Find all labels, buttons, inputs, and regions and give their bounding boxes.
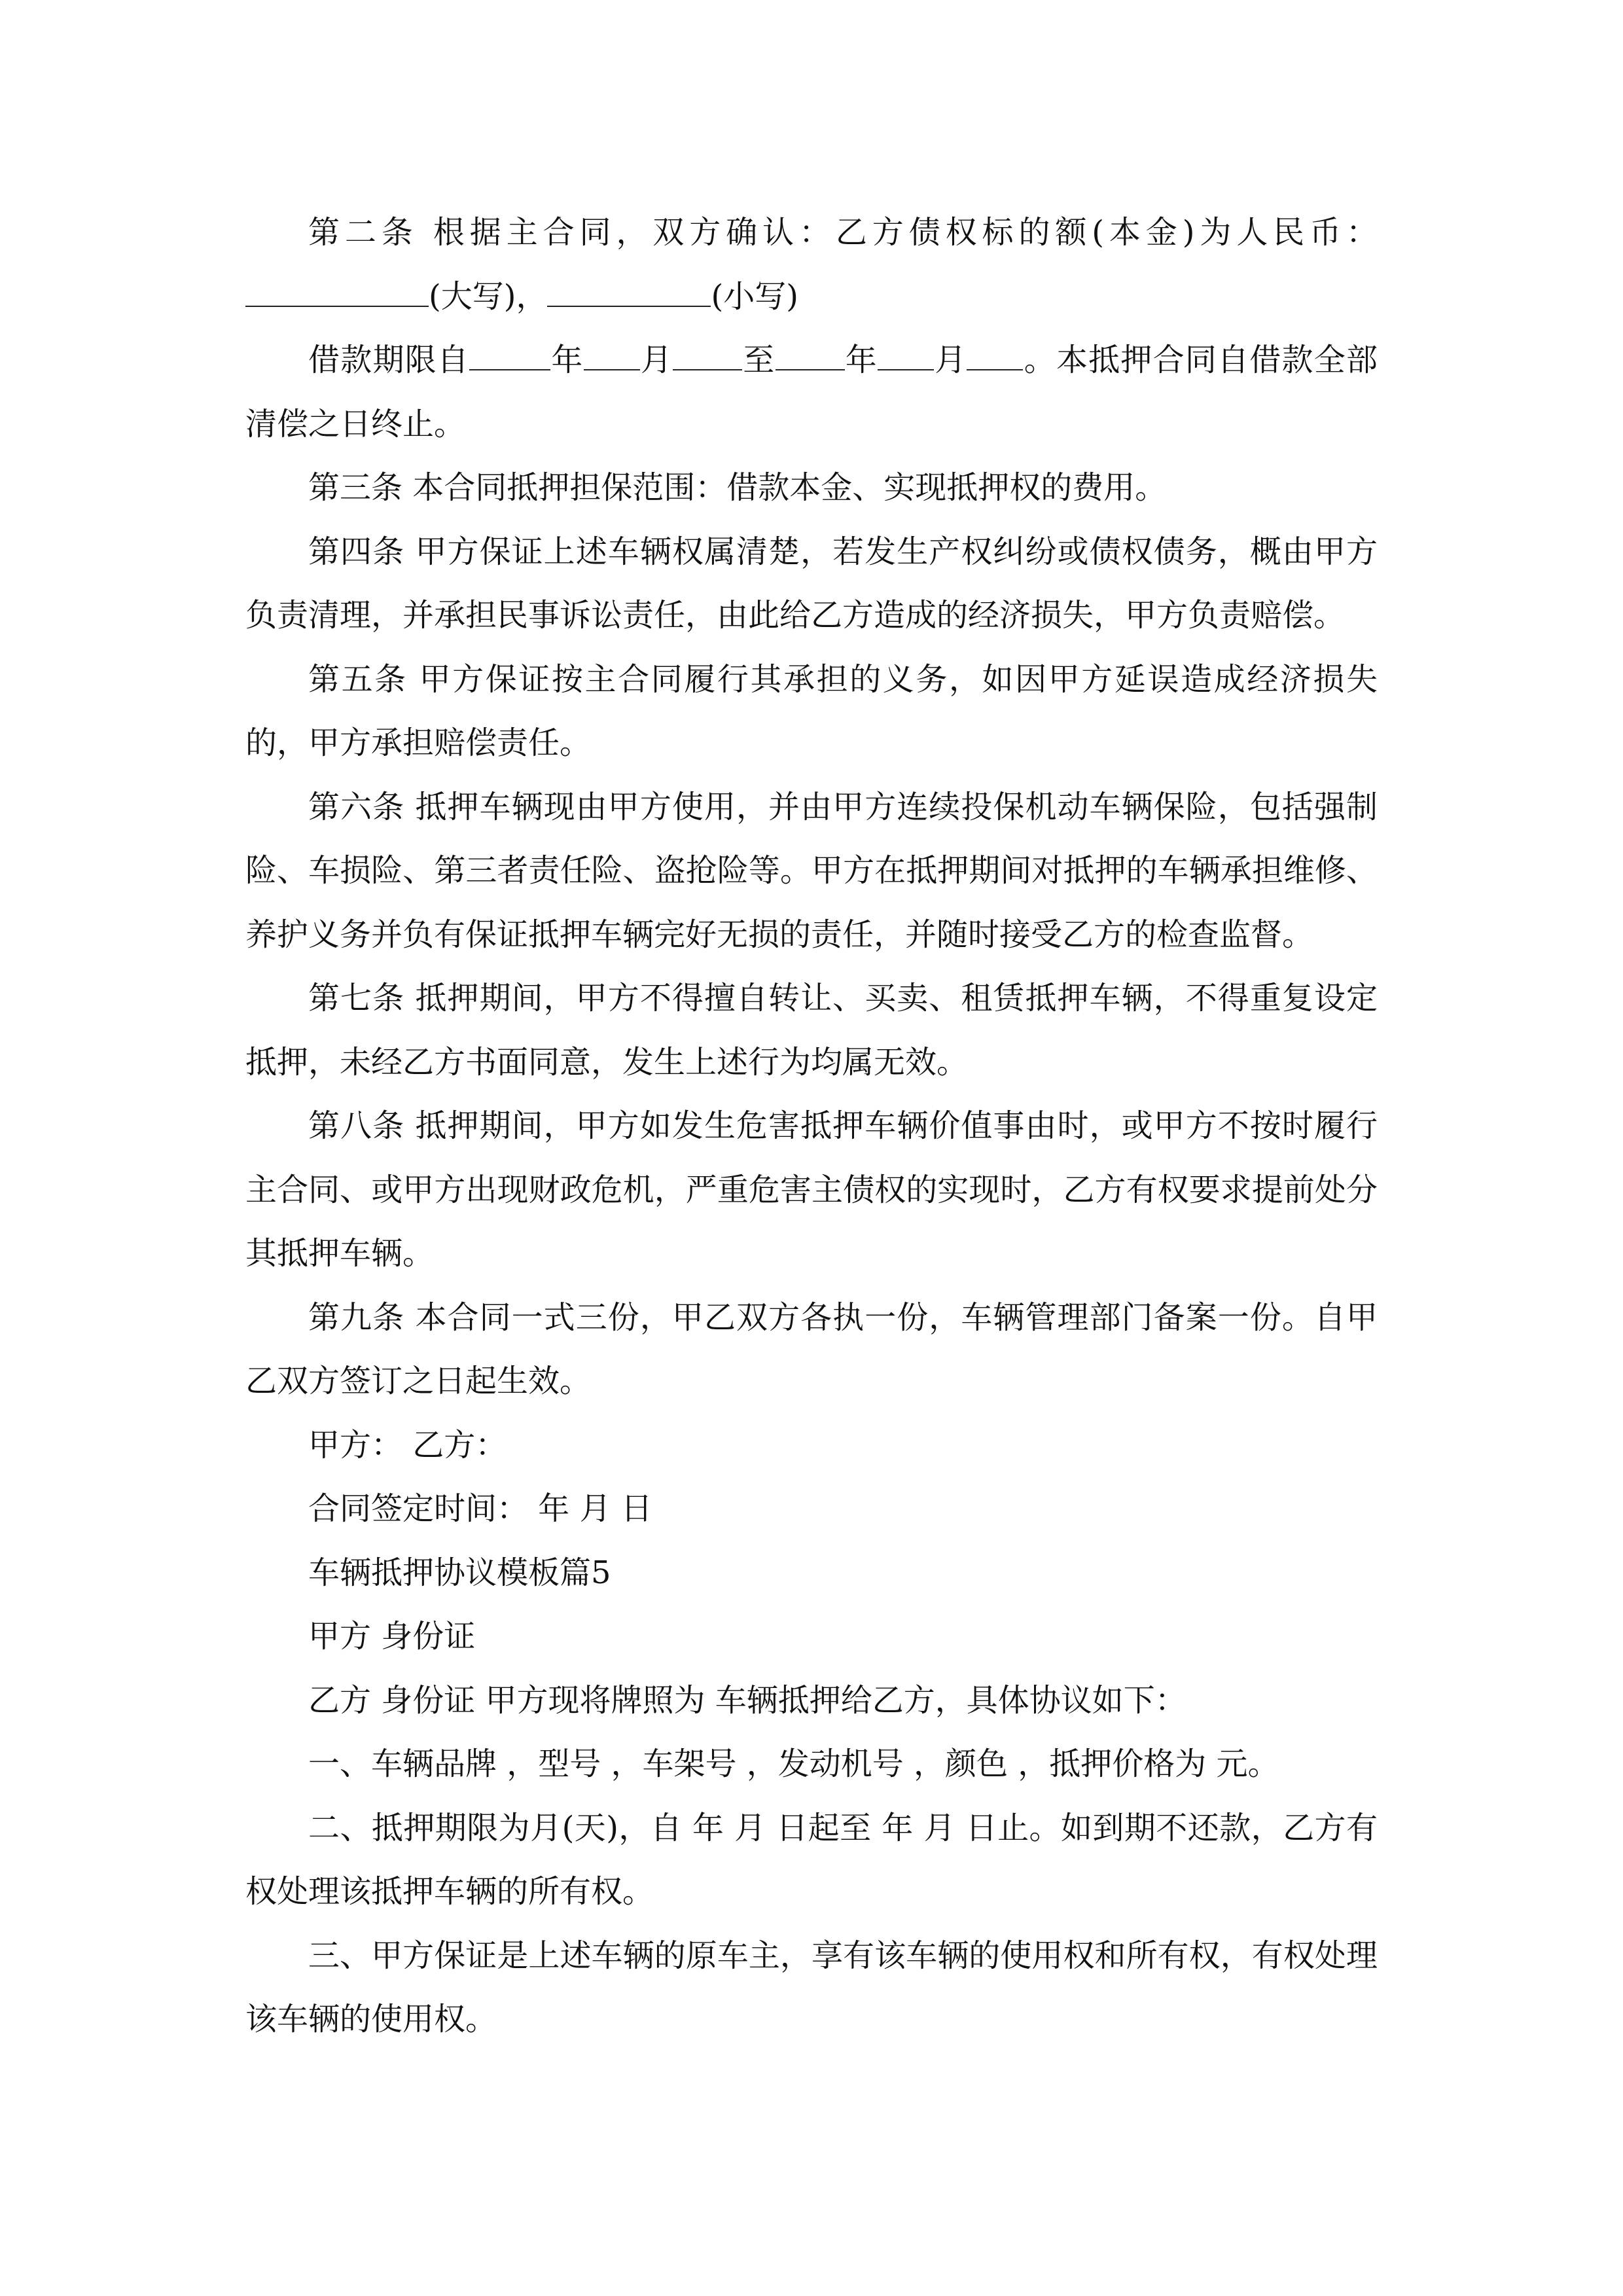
loan-term-suffix: 。本抵押合同自借款全部清偿之日终止。 bbox=[245, 342, 1378, 442]
end-year-label: 年 bbox=[844, 342, 878, 378]
loan-term bbox=[245, 329, 1378, 456]
document-body bbox=[245, 201, 1378, 2052]
start-day-blank bbox=[673, 343, 742, 370]
start-year-label: 年 bbox=[550, 342, 584, 378]
clause-5: 第五条 甲方保证按主合同履行其承担的义务，如因甲方延误造成经济损失的，甲方承担赔偿责任。 bbox=[245, 660, 1378, 761]
party-a-id: 甲方 身份证 bbox=[308, 1618, 476, 1655]
clause-2-text: 第二条 根据主合同，双方确认：乙方债权标的额(本金)为人民币： bbox=[308, 214, 1378, 251]
clause-3: 第三条 本合同抵押担保范围：借款本金、实现抵押权的费用。 bbox=[308, 469, 1167, 506]
end-month-label: 月 bbox=[934, 342, 967, 378]
clause-8: 第八条 抵押期间，甲方如发生危害抵押车辆价值事由时，或甲方不按时履行主合同、或甲方出现财政危机，严重危害主债权的实现时，乙方有权要求提前处分其抵押车辆。 bbox=[245, 1107, 1378, 1272]
signature-parties: 甲方： 乙方： bbox=[308, 1426, 507, 1463]
start-month-label: 月 bbox=[639, 342, 673, 378]
loan-term-to: 至 bbox=[742, 342, 776, 378]
start-month-blank bbox=[584, 343, 640, 370]
start-year-blank bbox=[469, 343, 550, 370]
end-day-blank bbox=[967, 343, 1023, 370]
clause-9: 第九条 本合同一式三份，甲乙双方各执一份，车辆管理部门备案一份。自甲乙双方签订之日起生效。 bbox=[245, 1299, 1378, 1399]
item-1: 一、车辆品牌 ，型号 ，车架号 ，发动机号 ，颜色 ，抵押价格为 元。 bbox=[308, 1746, 1279, 1782]
item-3: 三、甲方保证是上述车辆的原车主，享有该车辆的使用权和所有权，有权处理该车辆的使用权。 bbox=[245, 1937, 1378, 2037]
end-year-blank bbox=[776, 343, 845, 370]
signing-date: 合同签定时间： 年 月 日 bbox=[308, 1490, 652, 1527]
amount-uppercase-label: (大写)， bbox=[429, 278, 548, 315]
clause-7: 第七条 抵押期间，甲方不得擅自转让、买卖、租赁抵押车辆，不得重复设定抵押，未经乙方书面同意，发生上述行为均属无效。 bbox=[245, 980, 1378, 1081]
clause-6: 第六条 抵押车辆现由甲方使用，并由甲方连续投保机动车辆保险，包括强制险、车损险、第三者责任险、盗抢险等。甲方在抵押期间对抵押的车辆承担维修、养护义务并负有保证抵押车辆完好无损的责任，并随时接受乙方的检查监督。 bbox=[245, 788, 1378, 953]
party-b-id: 乙方 身份证 甲方现将牌照为 车辆抵押给乙方，具体协议如下： bbox=[308, 1681, 1186, 1719]
amount-lowercase-blank bbox=[547, 279, 711, 307]
amount-uppercase-blank bbox=[245, 279, 429, 307]
end-month-blank bbox=[878, 343, 934, 370]
clause-2 bbox=[245, 201, 1378, 329]
amount-lowercase-label: (小写) bbox=[711, 278, 798, 315]
item-2: 二、抵押期限为月(天)，自 年 月 日起至 年 月 日止。如到期不还款，乙方有权处理该抵押车辆的所有权。 bbox=[245, 1809, 1378, 1910]
clause-4: 第四条 甲方保证上述车辆权属清楚，若发生产权纠纷或债权债务，概由甲方负责清理，并承担民事诉讼责任，由此给乙方造成的经济损失，甲方负责赔偿。 bbox=[245, 533, 1378, 634]
loan-term-prefix: 借款期限自 bbox=[308, 342, 470, 378]
section-title: 车辆抵押协议模板篇5 bbox=[308, 1554, 611, 1591]
